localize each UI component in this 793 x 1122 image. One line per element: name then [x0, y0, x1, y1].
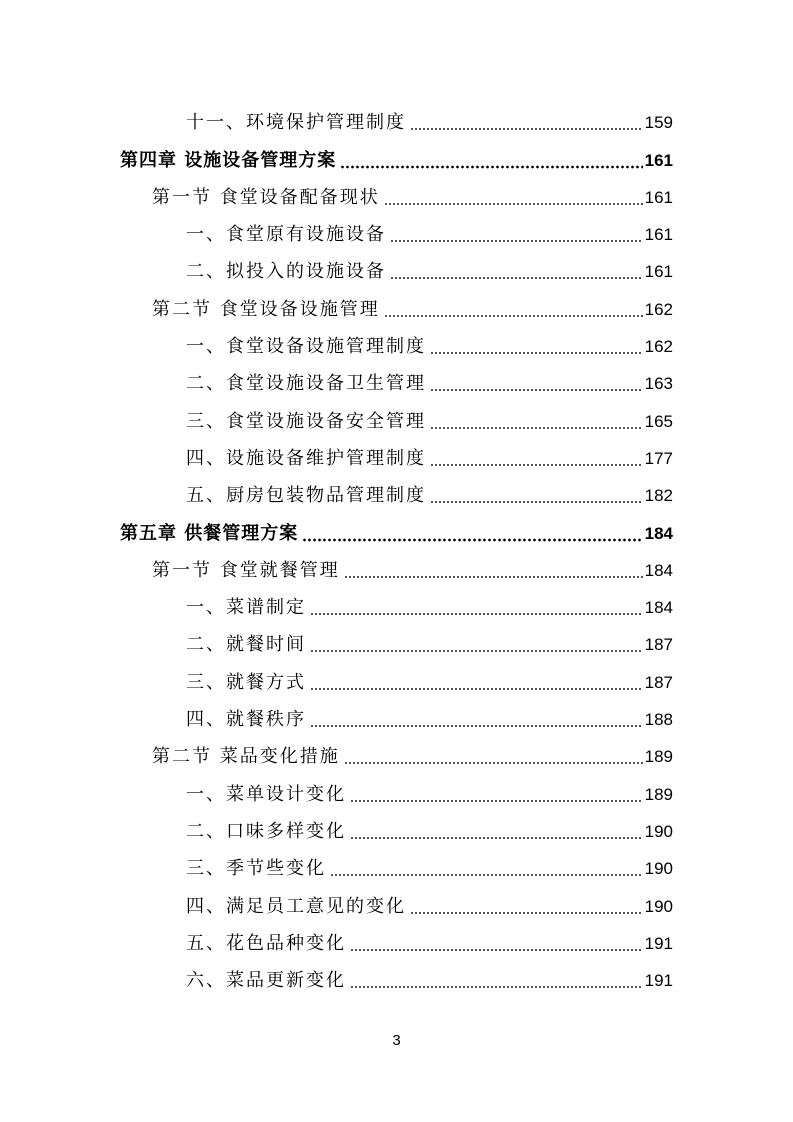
toc-entry-page-number: 191 — [644, 971, 673, 991]
toc-entry-page-number: 161 — [644, 187, 673, 207]
toc-entry-item[interactable] — [0, 884, 793, 921]
toc-entry-page-number: 165 — [644, 411, 673, 431]
toc-entry-page-number: 159 — [644, 113, 673, 133]
toc-entry-title: 一、菜谱制定 — [186, 597, 306, 619]
toc-entry-chapter[interactable] — [0, 138, 793, 175]
toc-entry-title: 二、口味多样变化 — [186, 820, 346, 842]
toc-entry-page-number: 177 — [644, 448, 673, 468]
dot-leader — [344, 575, 643, 579]
dot-leader — [430, 351, 643, 355]
dot-leader — [340, 165, 642, 169]
dot-leader — [390, 276, 643, 280]
dot-leader — [350, 836, 643, 840]
toc-entry-section[interactable] — [0, 549, 793, 586]
dot-leader — [310, 612, 643, 616]
toc-entry-item[interactable] — [0, 586, 793, 623]
toc-entry-chapter[interactable] — [0, 511, 793, 548]
toc-entry-title: 第一节 食堂就餐管理 — [152, 559, 340, 581]
table-of-contents — [0, 101, 793, 996]
toc-entry-page-number: 190 — [644, 896, 673, 916]
toc-entry-title: 十一、环境保护管理制度 — [186, 112, 406, 134]
toc-entry-item[interactable] — [0, 101, 793, 138]
toc-entry-item[interactable] — [0, 922, 793, 959]
dot-leader — [430, 426, 643, 430]
toc-entry-title: 三、食堂设施设备安全管理 — [186, 410, 426, 432]
toc-entry-page-number: 189 — [644, 747, 673, 767]
toc-entry-page-number: 161 — [644, 262, 673, 282]
toc-entry-item[interactable] — [0, 698, 793, 735]
toc-entry-title: 一、食堂设备设施管理制度 — [186, 336, 426, 358]
dot-leader — [384, 314, 643, 318]
toc-entry-item[interactable] — [0, 772, 793, 809]
toc-entry-section[interactable] — [0, 287, 793, 324]
toc-entry-item[interactable] — [0, 362, 793, 399]
toc-entry-title: 二、拟投入的设施设备 — [186, 261, 386, 283]
toc-entry-title: 五、厨房包装物品管理制度 — [186, 485, 426, 507]
toc-entry-page-number: 190 — [644, 859, 673, 879]
toc-entry-title: 第二节 菜品变化措施 — [152, 746, 340, 768]
toc-entry-title: 五、花色品种变化 — [186, 932, 346, 954]
toc-entry-title: 二、食堂设施设备卫生管理 — [186, 373, 426, 395]
dot-leader — [310, 724, 643, 728]
toc-entry-title: 第五章 供餐管理方案 — [120, 522, 299, 544]
toc-entry-item[interactable] — [0, 474, 793, 511]
toc-entry-page-number: 161 — [644, 225, 673, 245]
toc-entry-title: 第二节 食堂设备设施管理 — [152, 298, 380, 320]
toc-entry-section[interactable] — [0, 735, 793, 772]
dot-leader — [330, 873, 643, 877]
toc-entry-title: 四、就餐秩序 — [186, 709, 306, 731]
toc-entry-page-number: 184 — [644, 523, 673, 543]
toc-entry-page-number: 184 — [644, 598, 673, 618]
toc-entry-page-number: 182 — [644, 486, 673, 506]
toc-entry-item[interactable] — [0, 399, 793, 436]
page-number: 3 — [392, 1032, 401, 1049]
toc-entry-page-number: 162 — [644, 337, 673, 357]
toc-entry-item[interactable] — [0, 810, 793, 847]
toc-entry-title: 一、菜单设计变化 — [186, 783, 346, 805]
dot-leader — [430, 388, 643, 392]
dot-leader — [410, 911, 643, 915]
toc-entry-item[interactable] — [0, 250, 793, 287]
dot-leader — [350, 799, 643, 803]
dot-leader — [310, 649, 643, 653]
dot-leader — [410, 127, 643, 131]
toc-entry-title: 四、满足员工意见的变化 — [186, 895, 406, 917]
toc-entry-title: 六、菜品更新变化 — [186, 970, 346, 992]
toc-entry-page-number: 188 — [644, 710, 673, 730]
toc-entry-title: 一、食堂原有设施设备 — [186, 224, 386, 246]
toc-entry-page-number: 187 — [644, 672, 673, 692]
dot-leader — [384, 202, 643, 206]
toc-entry-item[interactable] — [0, 660, 793, 697]
toc-entry-page-number: 161 — [644, 150, 673, 170]
toc-entry-page-number: 163 — [644, 374, 673, 394]
toc-entry-item[interactable] — [0, 437, 793, 474]
dot-leader — [390, 239, 643, 243]
dot-leader — [350, 948, 643, 952]
toc-entry-title: 第四章 设施设备管理方案 — [120, 149, 337, 171]
toc-entry-item[interactable] — [0, 959, 793, 996]
toc-entry-item[interactable] — [0, 213, 793, 250]
toc-entry-page-number: 190 — [644, 821, 673, 841]
dot-leader — [344, 761, 643, 765]
toc-entry-title: 四、设施设备维护管理制度 — [186, 447, 426, 469]
toc-entry-page-number: 162 — [644, 299, 673, 319]
dot-leader — [430, 500, 643, 504]
toc-entry-title: 二、就餐时间 — [186, 634, 306, 656]
toc-entry-page-number: 187 — [644, 635, 673, 655]
toc-entry-page-number: 189 — [644, 784, 673, 804]
toc-entry-item[interactable] — [0, 325, 793, 362]
toc-entry-section[interactable] — [0, 176, 793, 213]
toc-entry-page-number: 191 — [644, 933, 673, 953]
toc-entry-title: 三、就餐方式 — [186, 671, 306, 693]
dot-leader — [310, 687, 643, 691]
toc-entry-item[interactable] — [0, 847, 793, 884]
dot-leader — [430, 463, 643, 467]
toc-entry-page-number: 184 — [644, 560, 673, 580]
toc-entry-title: 三、季节些变化 — [186, 858, 326, 880]
dot-leader — [350, 985, 643, 989]
toc-entry-title: 第一节 食堂设备配备现状 — [152, 186, 380, 208]
toc-entry-item[interactable] — [0, 623, 793, 660]
dot-leader — [302, 538, 642, 542]
